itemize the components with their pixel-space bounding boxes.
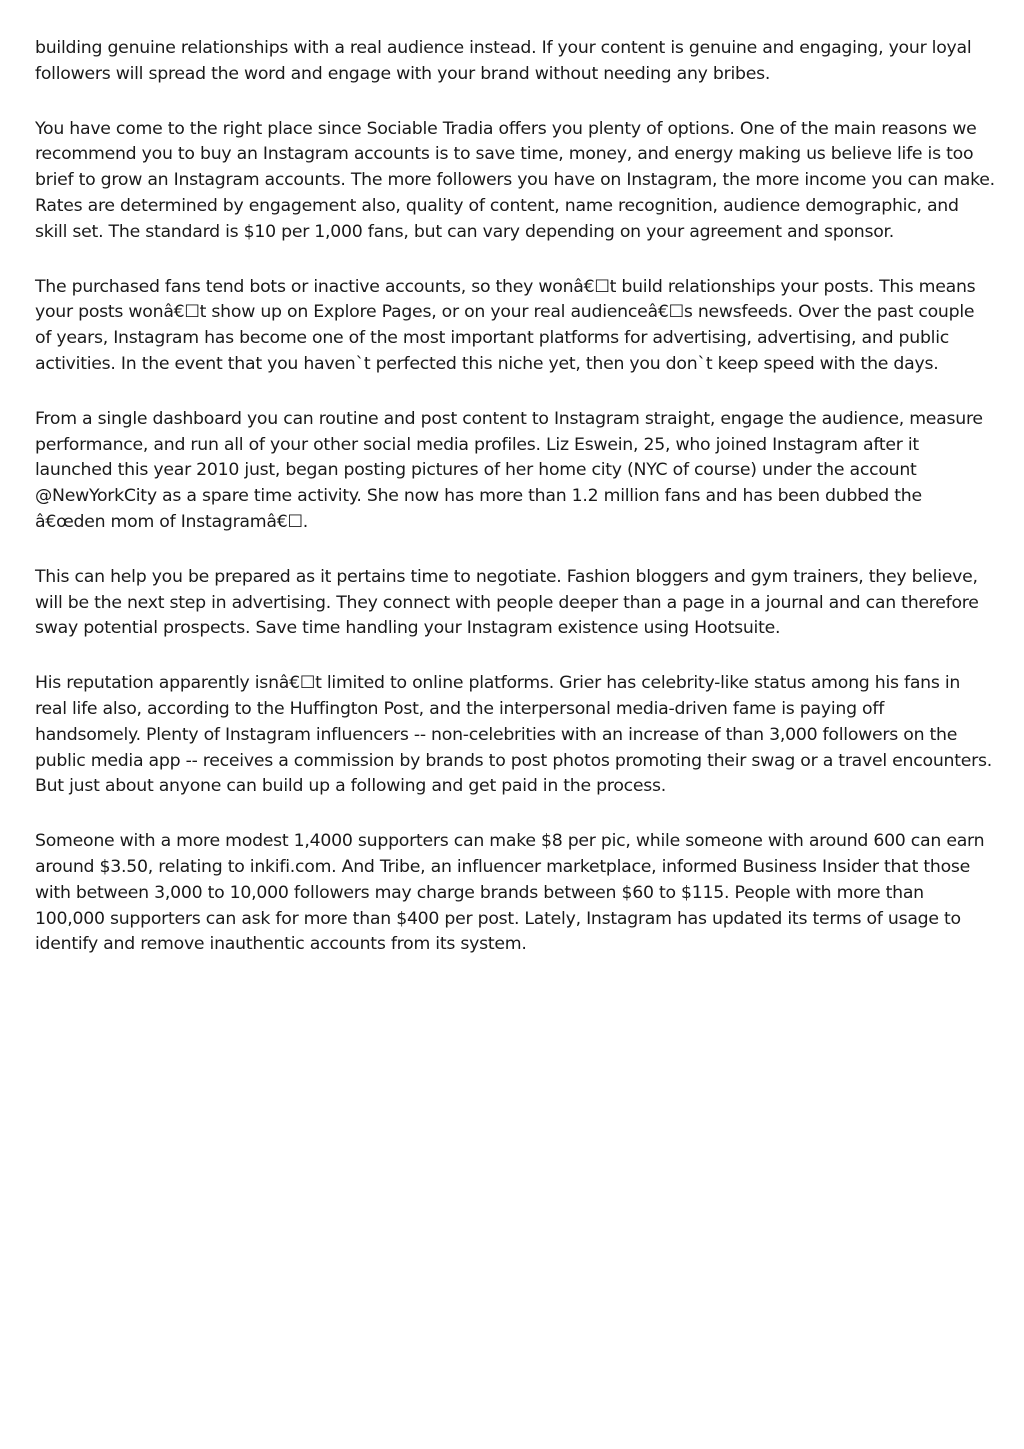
paragraph-1: building genuine relationships with a real audience instead. If your content is genuine and engaging, your loyal followers will spread the word and engage with your brand without needing any bribes. (35, 38, 972, 84)
paragraph-3: The purchased fans tend bots or inactive accounts, so they wonâ€☐t build relationships your posts. This means your posts wonâ€☐t show up on Explore Pages, or on your real audienceâ€☐s newsfeeds. Over the past couple of years, Instagram has become one of the most important platforms for advertising, advertising, and public activities. In the event that you haven`t perfected this niche yet, then you don`t keep speed with the days. (35, 276, 976, 374)
paragraph-5: This can help you be prepared as it pertains time to negotiate. Fashion bloggers and gym trainers, they believe, will be the next step in advertising. They connect with people deeper than a page in a journal and can therefore sway potential prospects. Save time handling your Instagram existence using Hootsuite. (35, 566, 979, 639)
paragraph-4: From a single dashboard you can routine and post content to Instagram straight, engage the audience, measure performance, and run all of your other social media profiles. Liz Eswein, 25, who joined Instagram after it launched this year 2010 just, began posting pictures of her home city (NYC of course) under the account @NewYorkCity as a spare time activity. She now has more than 1.2 million fans and has been dubbed the â€œden mom of Instagramâ€☐. (35, 408, 983, 532)
paragraph-7: Someone with a more modest 1,4000 supporters can make $8 per pic, while someone with around 600 can earn around $3.50, relating to inkifi.com. And Tribe, an influencer marketplace, informed Business Insider that those with between 3,000 to 10,000 followers may charge brands between $60 to $115. People with more than 100,000 supporters can ask for more than $400 per post. Lately, Instagram has updated its terms of usage to identify and remove inauthentic accounts from its system. (35, 831, 985, 955)
paragraph-6: His reputation apparently isnâ€☐t limited to online platforms. Grier has celebrity-like status among his fans in real life also, according to the Huffington Post, and the interpersonal media-driven fame is paying off handsomely. Plenty of Instagram influencers -- non-celebrities with an increase of than 3,000 followers on the public media app -- receives a commission by brands to post photos promoting their swag or a travel encounters. But just about anyone can build up a following and get paid in the process. (35, 673, 992, 797)
document-page (35, 36, 995, 987)
paragraph-2: You have come to the right place since Sociable Tradia offers you plenty of options. One of the main reasons we recommend you to buy an Instagram accounts is to save time, money, and energy making us believe life is too brief to grow an Instagram accounts. The more followers you have on Instagram, the more income you can make. Rates are determined by engagement also, quality of content, name recognition, audience demographic, and skill set. The standard is $10 per 1,000 fans, but can vary depending on your agreement and sponsor. (35, 118, 995, 242)
